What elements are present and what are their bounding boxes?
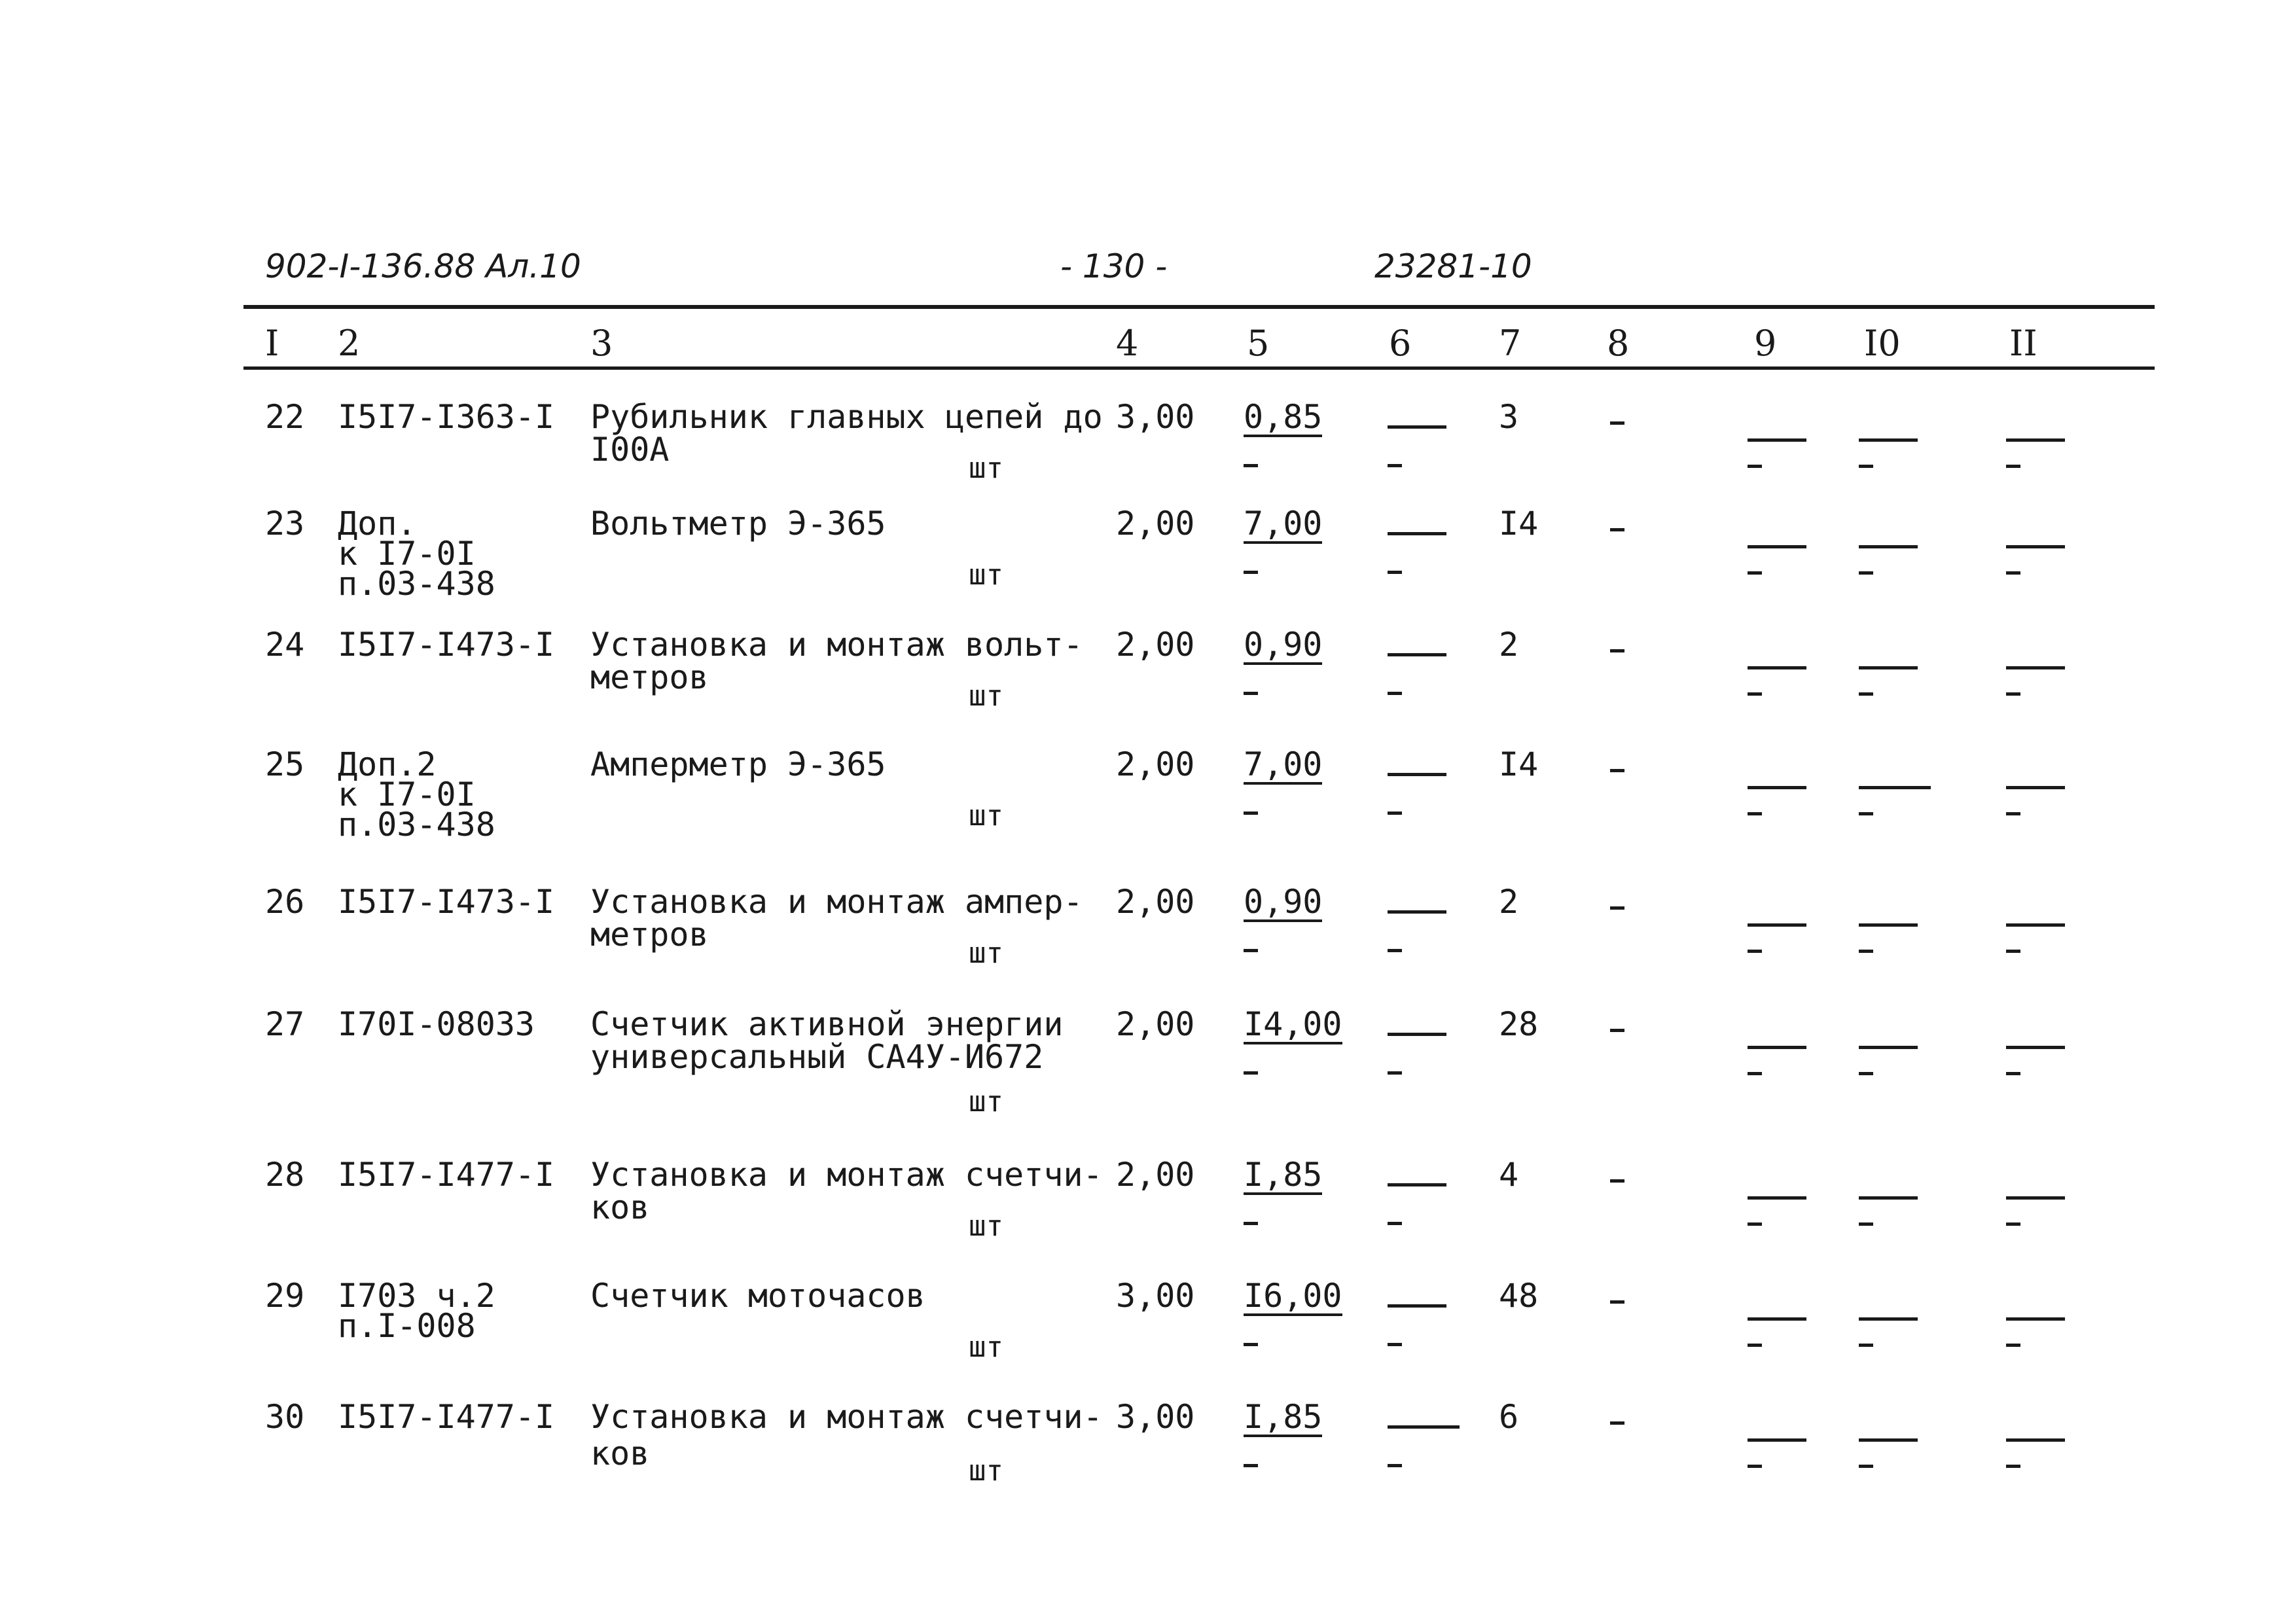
dash-mark — [1388, 1071, 1402, 1075]
row-unit: шт — [969, 936, 1003, 970]
row-description-line: метров — [590, 658, 709, 696]
dash-mark — [1748, 786, 1806, 789]
dash-mark — [1610, 649, 1624, 652]
row-code-line: к I7-0I — [338, 776, 476, 813]
dash-mark — [1244, 812, 1258, 815]
dash-mark — [1859, 692, 1873, 696]
row-col4: 2,00 — [1116, 745, 1195, 783]
row-col5: I,85 — [1244, 1156, 1323, 1194]
dash-mark — [1748, 1222, 1762, 1226]
dash-mark — [1859, 1344, 1873, 1347]
dash-mark — [2006, 692, 2020, 696]
dash-mark — [1244, 571, 1258, 574]
dash-mark — [1388, 653, 1446, 656]
dash-mark — [1388, 1425, 1460, 1429]
dash-mark — [1859, 571, 1873, 575]
row-description-line: Установка и монтаж вольт- — [590, 626, 1083, 664]
dash-mark — [1748, 1046, 1806, 1049]
dash-mark — [1388, 425, 1446, 429]
row-col7: 48 — [1499, 1277, 1539, 1315]
dash-mark — [1610, 906, 1624, 910]
row-description-line: Установка и монтаж ампер- — [590, 883, 1083, 921]
row-col4: 2,00 — [1116, 626, 1195, 664]
header-rule — [243, 366, 2155, 370]
dash-mark — [1748, 1196, 1806, 1200]
dash-mark — [2006, 465, 2020, 468]
row-col5: I4,00 — [1244, 1005, 1342, 1043]
col-header-1: I — [265, 323, 279, 364]
dash-mark — [2006, 1438, 2065, 1442]
dash-mark — [1859, 812, 1873, 815]
dash-mark — [1388, 692, 1402, 695]
dash-mark — [1388, 812, 1402, 815]
dash-mark — [1388, 1183, 1446, 1186]
row-col7: I4 — [1499, 505, 1539, 543]
dash-mark — [1610, 769, 1624, 772]
row-number: 28 — [265, 1156, 305, 1194]
col-header-10: I0 — [1864, 323, 1901, 364]
dash-mark — [1748, 1438, 1806, 1442]
row-description-line: I00А — [590, 431, 670, 469]
col-header-5: 5 — [1247, 323, 1270, 364]
inventory-number: 23281-10 — [1374, 247, 1532, 285]
dash-mark — [1388, 571, 1402, 574]
col-header-11: II — [2009, 323, 2037, 364]
row-col4: 3,00 — [1116, 398, 1195, 436]
row-col7: 4 — [1499, 1156, 1519, 1194]
dash-mark — [2006, 812, 2020, 815]
row-code-line: I5I7-I473-I — [338, 883, 555, 921]
dash-mark — [1610, 1300, 1624, 1304]
col-header-3: 3 — [590, 323, 613, 364]
dash-mark — [1859, 1046, 1918, 1049]
row-description-line: универсальный СА4У-И672 — [590, 1038, 1044, 1076]
row-col5: I,85 — [1244, 1398, 1323, 1436]
row-unit: шт — [969, 452, 1003, 485]
row-code-line: I5I7-I363-I — [338, 398, 555, 436]
dash-mark — [1859, 438, 1918, 442]
row-col5: 0,90 — [1244, 626, 1323, 664]
dash-mark — [1859, 923, 1918, 927]
dash-mark — [2006, 923, 2065, 927]
dash-mark — [2006, 1344, 2020, 1347]
col-header-8: 8 — [1607, 323, 1630, 364]
row-description-line: Установка и монтаж счетчи- — [590, 1156, 1103, 1194]
row-number: 25 — [265, 745, 305, 783]
row-col5: 0,85 — [1244, 398, 1323, 436]
page-number: - 130 - — [1060, 247, 1168, 285]
dash-mark — [1748, 1465, 1762, 1468]
dash-mark — [1244, 1464, 1258, 1467]
dash-mark — [1388, 532, 1446, 535]
dash-mark — [2006, 1317, 2065, 1321]
row-number: 27 — [265, 1005, 305, 1043]
dash-mark — [1748, 692, 1762, 696]
dash-mark — [1388, 1304, 1446, 1308]
dash-mark — [1388, 949, 1402, 952]
row-unit: шт — [969, 558, 1003, 592]
dash-mark — [1610, 421, 1624, 425]
row-description-line: Счетчик моточасов — [590, 1277, 925, 1315]
row-code-line: I5I7-I473-I — [338, 626, 555, 664]
row-col4: 2,00 — [1116, 505, 1195, 543]
dash-mark — [2006, 545, 2065, 548]
dash-mark — [1244, 1222, 1258, 1225]
row-number: 23 — [265, 505, 305, 543]
dash-mark — [1610, 528, 1624, 531]
row-col5: 7,00 — [1244, 745, 1323, 783]
dash-mark — [1244, 692, 1258, 695]
row-code-line: I703 ч.2 — [338, 1277, 495, 1315]
col-header-2: 2 — [338, 323, 361, 364]
dash-mark — [1388, 1222, 1402, 1225]
row-unit: шт — [969, 799, 1003, 832]
dash-mark — [1388, 464, 1402, 467]
dash-mark — [1859, 1196, 1918, 1200]
row-col5: 7,00 — [1244, 505, 1323, 543]
row-col7: 2 — [1499, 626, 1519, 664]
row-number: 24 — [265, 626, 305, 664]
row-col4: 2,00 — [1116, 1156, 1195, 1194]
row-col5: 0,90 — [1244, 883, 1323, 921]
dash-mark — [1748, 812, 1762, 815]
doc-code: 902-I-136.88 Ал.10 — [265, 247, 581, 285]
col-header-4: 4 — [1116, 323, 1139, 364]
row-code-line: к I7-0I — [338, 535, 476, 573]
col-header-9: 9 — [1754, 323, 1777, 364]
row-code-line: п.03-438 — [338, 806, 495, 844]
row-description-line: Счетчик активной энергии — [590, 1005, 1064, 1043]
row-unit: шт — [969, 1454, 1003, 1488]
dash-mark — [1859, 1222, 1873, 1226]
dash-mark — [2006, 1046, 2065, 1049]
row-col7: I4 — [1499, 745, 1539, 783]
dash-mark — [1748, 438, 1806, 442]
dash-mark — [2006, 571, 2020, 575]
col-header-7: 7 — [1499, 323, 1522, 364]
dash-mark — [1748, 571, 1762, 575]
dash-mark — [1388, 773, 1446, 776]
dash-mark — [1610, 1421, 1624, 1425]
row-description-line: Амперметр Э-365 — [590, 745, 886, 783]
row-code-line: п.03-438 — [338, 565, 495, 603]
row-code-line: I5I7-I477-I — [338, 1156, 555, 1194]
row-number: 30 — [265, 1398, 305, 1436]
dash-mark — [1244, 949, 1258, 952]
dash-mark — [1748, 465, 1762, 468]
row-number: 22 — [265, 398, 305, 436]
dash-mark — [1388, 910, 1446, 914]
row-col7: 2 — [1499, 883, 1519, 921]
dash-mark — [2006, 1196, 2065, 1200]
row-col7: 28 — [1499, 1005, 1539, 1043]
dash-mark — [2006, 666, 2065, 669]
row-code-line: Доп. — [338, 505, 417, 543]
dash-mark — [1859, 786, 1931, 789]
dash-mark — [1748, 666, 1806, 669]
row-col4: 3,00 — [1116, 1398, 1195, 1436]
row-number: 26 — [265, 883, 305, 921]
dash-mark — [2006, 950, 2020, 953]
dash-mark — [1859, 950, 1873, 953]
dash-mark — [1859, 1072, 1873, 1075]
dash-mark — [1859, 1438, 1918, 1442]
row-code-line: п.I-008 — [338, 1307, 476, 1345]
dash-mark — [2006, 1465, 2020, 1468]
dash-mark — [2006, 438, 2065, 442]
row-col4: 3,00 — [1116, 1277, 1195, 1315]
row-col4: 2,00 — [1116, 883, 1195, 921]
dash-mark — [1244, 1343, 1258, 1346]
row-unit: шт — [969, 1209, 1003, 1243]
row-unit: шт — [969, 1330, 1003, 1364]
row-col7: 3 — [1499, 398, 1519, 436]
dash-mark — [1859, 1465, 1873, 1468]
dash-mark — [1748, 1344, 1762, 1347]
dash-mark — [1748, 1072, 1762, 1075]
row-number: 29 — [265, 1277, 305, 1315]
dash-mark — [1748, 1317, 1806, 1321]
row-description-line: ков — [590, 1188, 650, 1226]
row-unit: шт — [969, 679, 1003, 713]
dash-mark — [1859, 666, 1918, 669]
dash-mark — [1610, 1179, 1624, 1183]
dash-mark — [1388, 1343, 1402, 1346]
row-code-line: I70I-08033 — [338, 1005, 535, 1043]
dash-mark — [2006, 1222, 2020, 1226]
row-description-line: Вольтметр Э-365 — [590, 505, 886, 543]
dash-mark — [1244, 1071, 1258, 1075]
dash-mark — [2006, 1072, 2020, 1075]
dash-mark — [1610, 1029, 1624, 1032]
row-col7: 6 — [1499, 1398, 1519, 1436]
dash-mark — [1748, 950, 1762, 953]
dash-mark — [1388, 1033, 1446, 1036]
row-description-line: Рубильник главных цепей до — [590, 398, 1103, 436]
dash-mark — [1859, 1317, 1918, 1321]
dash-mark — [1388, 1464, 1402, 1467]
row-code-line: Доп.2 — [338, 745, 437, 783]
row-description-line: Установка и монтаж счетчи- — [590, 1398, 1103, 1436]
row-description-line: ков — [590, 1435, 650, 1472]
dash-mark — [1859, 545, 1918, 548]
row-col4: 2,00 — [1116, 1005, 1195, 1043]
dash-mark — [1748, 923, 1806, 927]
row-col5: I6,00 — [1244, 1277, 1342, 1315]
row-description-line: метров — [590, 916, 709, 954]
top-rule — [243, 305, 2155, 309]
dash-mark — [1748, 545, 1806, 548]
dash-mark — [2006, 786, 2065, 789]
row-unit: шт — [969, 1085, 1003, 1118]
col-header-6: 6 — [1389, 323, 1412, 364]
dash-mark — [1244, 464, 1258, 467]
row-code-line: I5I7-I477-I — [338, 1398, 555, 1436]
dash-mark — [1859, 465, 1873, 468]
